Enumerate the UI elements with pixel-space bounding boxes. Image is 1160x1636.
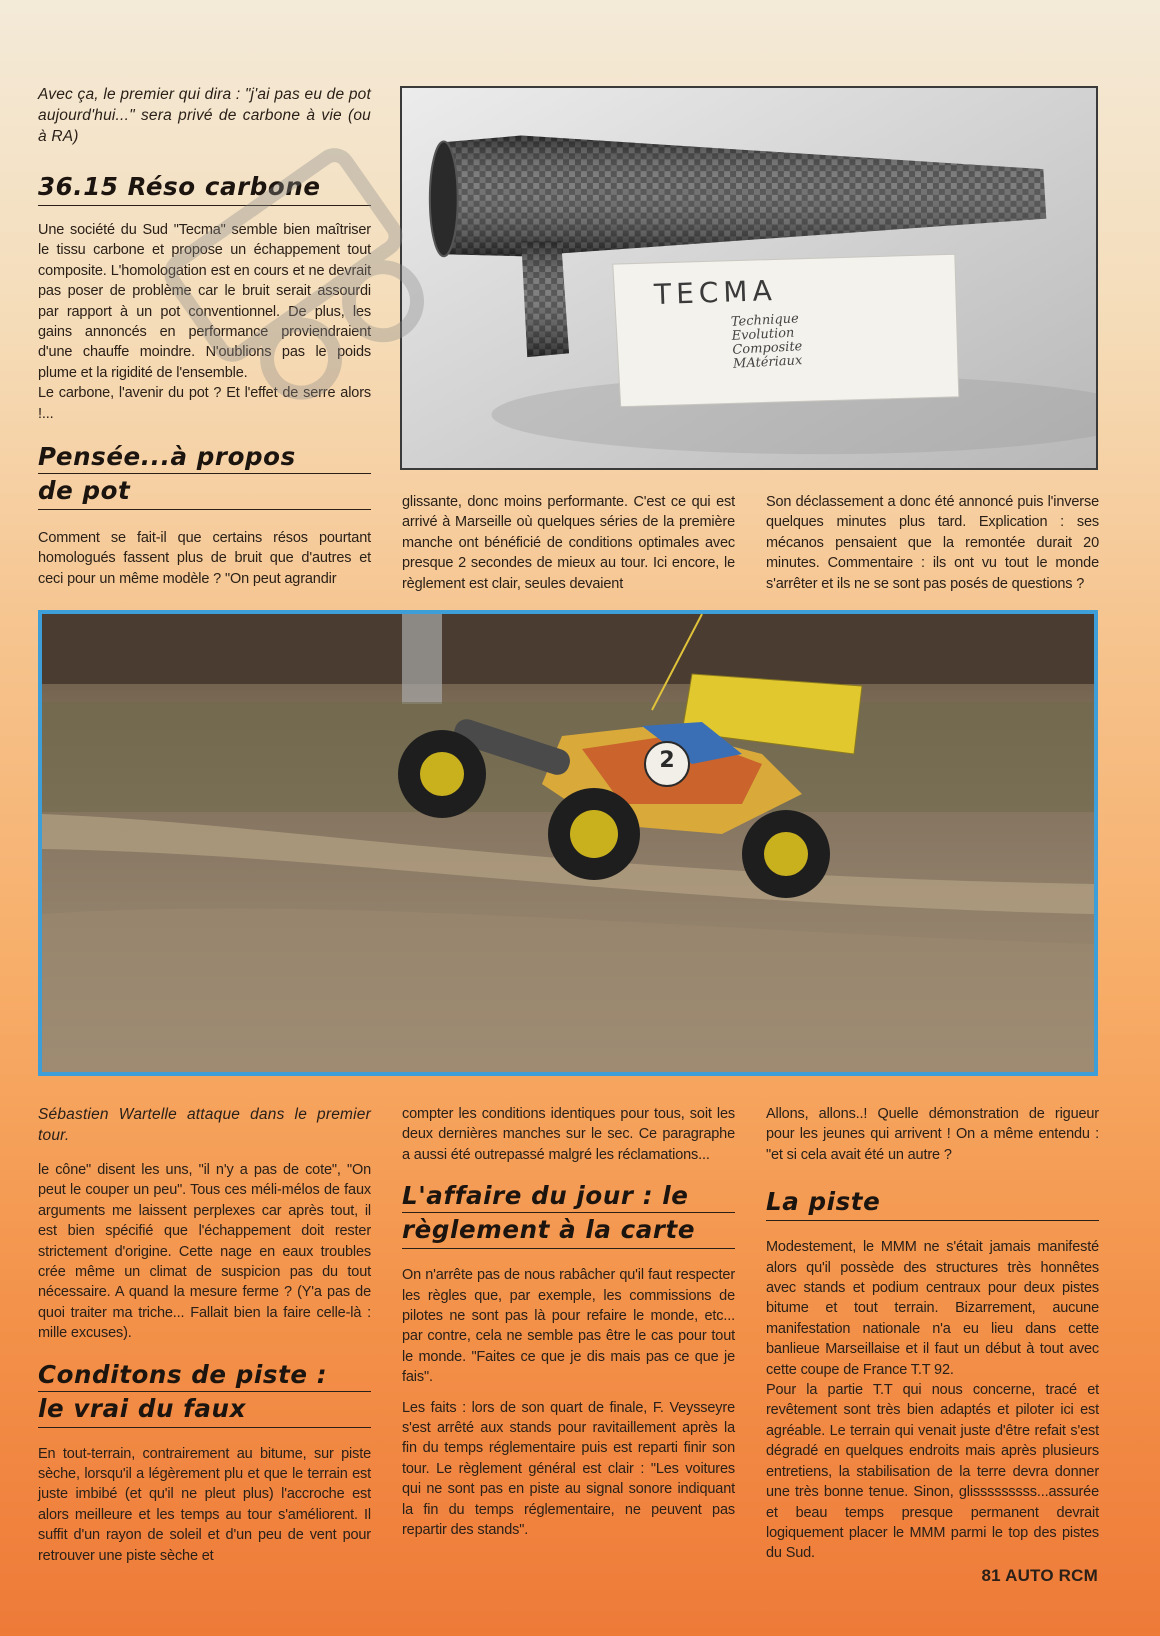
paragraph: Une société du Sud "Tecma" semble bien maîtriser le tissu carbone et propose un échappement tout composite. L'homologation est en cours et ne devrait pas poser de problème car le bruit serait assourdi par rapport à un pot conventionnel. De plus, les gains annoncés en performance proviendraient d'une chauffe moindre. N'oublions pas le poids plume et la rigidité de l'ensemble. [38,222,371,381]
heading-la-piste: La piste [766,1187,881,1217]
heading-pensee-line2: de pot [38,476,131,505]
car-number: 2 [659,748,675,773]
paragraph: Modestement, le MMM ne s'était jamais manifesté alors qu'il possède des structures très honnêtes avec stands et podium centraux pour deux pistes bitume et tout terrain. Bizarrement, aucune manifestation nationale n'a eu lieu dans cette banlieue Marseillaise et il faut un début à tout avec cette coupe de France T.T 92. [766,1239,1099,1378]
paragraph: Son déclassement a donc été annoncé puis l'inverse quelques minutes plus tard. Explication : ses mécanos pensaient que la remontée durait 20 minutes. Commentaire : ils ont vu tout le monde s'arrêter et ils ne se sont pas posés de questions ? [766,494,1099,592]
page-folio: 81 AUTO RCM [981,1566,1098,1585]
top-caption: Avec ça, le premier qui dira : "j'ai pas eu de pot aujourd'hui..." sera privé de carbone à vie (ou à RA) [38,86,371,145]
heading-conditions-line2: le vrai du faux [38,1393,247,1423]
section-reso-carbone [38,170,371,434]
paragraph: Le carbone, l'avenir du pot ? Et l'effet de serre alors !... [38,385,371,422]
heading-affaire-line2: règlement à la carte [402,1215,696,1245]
photo-caption: Sébastien Wartelle attaque dans le premier tour. [38,1106,371,1144]
paragraph: En tout-terrain, contrairement au bitume, sur piste sèche, lorsqu'il a légèrement plu et que le terrain est juste imbibé (et qu'il ne pleut plus) l'accroche est alors meilleure et les temps au tour s'améliorent. Il suffit d'un rayon de soleil et d'un peu de vent pour retrouver une piste sèche et [38,1445,371,1564]
label-line: Technique [730,311,800,330]
heading-rule [38,509,371,510]
label-line: Composite [731,339,803,358]
heading-conditions-line1: Conditons de piste : [38,1359,328,1389]
rc-buggy-photo [38,610,1098,1076]
paragraph: Pour la partie T.T qui nous concerne, tracé et revêtement sont très bien adaptés et piloter ici est agréable. Le terrain qui venait juste d'être refait s'est dégradé en quelques endroits mais après plusieurs entretiens, la stabilisation de la terre devra donner une très bonne tenue. Sinon, glisssssssss...assurée et beau temps presque permanent devrait logiquement placer le MMM parmi le top des pistes du Sud. [766,1382,1099,1562]
heading-rule [766,1220,1099,1221]
heading-affaire-line1: L'affaire du jour : le [402,1181,689,1211]
paragraph: le cône" disent les uns, "il n'y a pas de cote", "On peut le couper un peu". Tous ces méli-mélos de faux arguments me laissent perplexes car après tout, il est bien spécifié que l'échappement doit rester strictement d'origine. Cette nage en eaux troubles crée même un climat de suspicion pas du tout nécessaire. A quand la mesure ferme ? (Y'a pas de quoi traiter ma triche... Fallait bien la faire celle-là : mille excuses). [38,1162,371,1342]
col3-top-text [766,492,1099,604]
paragraph: compter les conditions identiques pour tous, soit les deux dernières manches sur le sec. Ce paragraphe a aussi été outrepassé malgré les réclamations... [402,1106,735,1163]
heading-rule [38,1427,371,1428]
paragraph: Allons, allons..! Quelle démonstration de rigueur pour les jeunes qui arrivent ! On a même entendu : "et si cela avait été un autre ? [766,1106,1099,1163]
col2-bottom [402,1104,735,1551]
label-tecma-lines [731,312,804,372]
top-caption-block [38,84,371,147]
exhaust-pipe-photo [400,86,1098,470]
heading-reso-carbone: 36.15 Réso carbone [38,172,321,201]
paragraph: glissante, donc moins performante. C'est ce qui est arrivé à Marseille où quelques séries de la première manche ont bénéficié de conditions optimales avec presque 2 secondes de mieux au tour. Ici encore, le règlement est clair, seules devaient [402,494,735,592]
col2-top-text [402,492,735,604]
paragraph: Les faits : lors de son quart de finale, F. Veysseyre s'est arrêté aux stands pour ravitaillement après la fin du temps réglementaire puis est reparti finir son tour. Le règlement général est clair : "Les voitures qui ne sont pas en piste au signal sonore indiquant la fin du temps réglementaire, ne peuvent pas repartir des stands". [402,1399,735,1539]
section-pensee [38,440,371,599]
heading-pensee-line1: Pensée...à propos [38,442,296,471]
paragraph: On n'arrête pas de nous rabâcher qu'il faut respecter les règles que, par exemple, les commissions de pilotes ne sont pas là pour refaire le monde, etc... par contre, cela ne semble pas être le cas pour tout le monde. "Faites ce que je dis mais pas ce que je fais". [402,1267,735,1386]
label-line: MAtériaux [732,353,803,372]
paragraph: Comment se fait-il que certains résos pourtant homologués fassent plus de bruit que d'autres et ceci pour un même modèle ? "On peut agrandir [38,530,371,587]
heading-rule [38,205,371,206]
label-line: Evolution [731,325,795,344]
heading-rule [402,1248,735,1249]
col3-bottom [766,1104,1099,1574]
label-tecma-title: TECMA [653,273,778,312]
col1-bottom [38,1104,371,1576]
